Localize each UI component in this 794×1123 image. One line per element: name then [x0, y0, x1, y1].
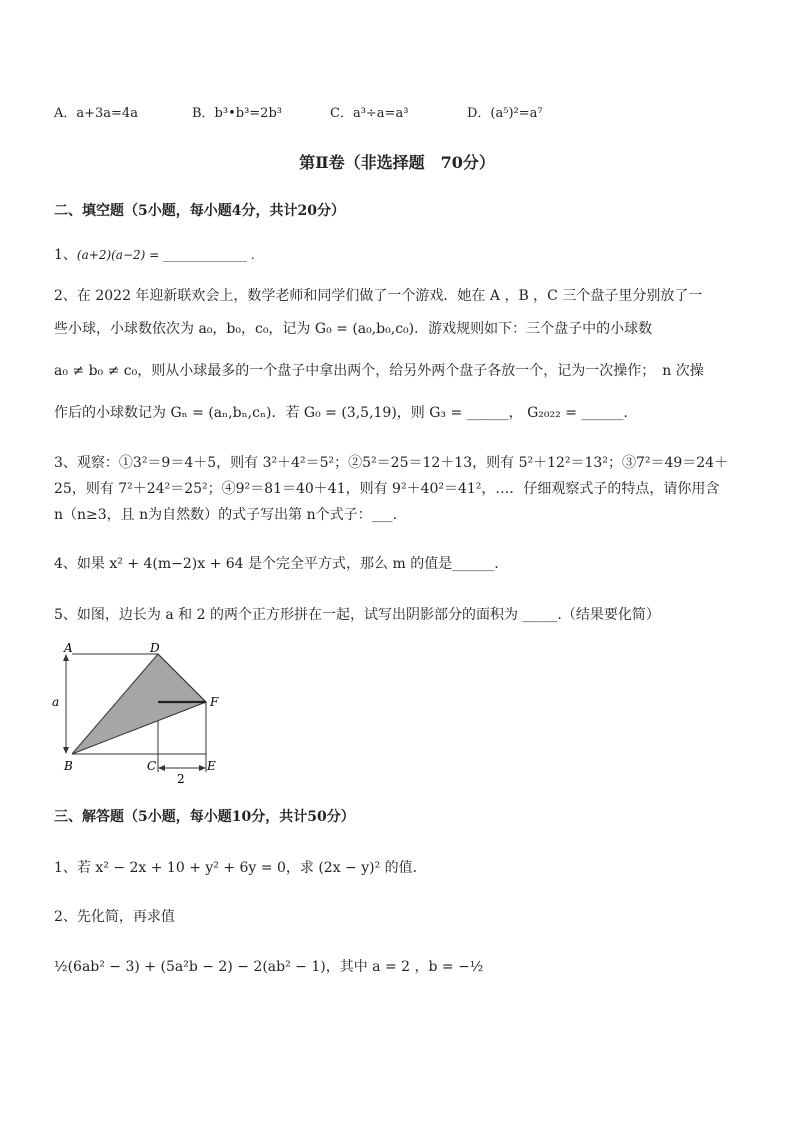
label-b-vertex: B: [64, 759, 73, 773]
question-2-5: 5、如图，边长为 a 和 2 的两个正方形拼在一起，试写出阴影部分的面积为 _____.（结果要化简）: [54, 607, 660, 623]
section2-heading: 二、填空题（5小题，每小题4分，共计20分）: [54, 203, 345, 219]
label-f-vertex: F: [210, 695, 219, 709]
label-a-vertex: A: [64, 641, 73, 655]
arrowhead-up: [63, 654, 69, 661]
label-side-a: a: [52, 695, 60, 709]
question-2-2-line4: 作后的小球数记为 Gₙ = (aₙ,bₙ,cₙ)．若 G₀ = (3,5,19)，则 G₃ = ______， G₂₀₂₂ = ______.: [54, 405, 628, 421]
question-2-2-line3: a₀ ≠ b₀ ≠ c₀，则从小球最多的一个盘子中拿出两个，给另外两个盘子各放一个，记为一次操作； n 次操: [54, 363, 704, 379]
question-3-2-expr: ½(6ab² − 3) + (5a²b − 2) − 2(ab² − 1)，其中 a = 2 ，b = −½: [54, 959, 484, 975]
arrowhead-down: [63, 747, 69, 754]
shaded-triangle: [72, 654, 206, 754]
choice-b: B．b³•b³=2b³: [192, 106, 282, 121]
label-e-vertex: E: [207, 759, 216, 773]
question-2-3-line3: n（n≥3，且 n为自然数）的式子写出第 n个式子：___.: [54, 507, 398, 523]
question-3-2-intro: 2、先化简，再求值: [54, 909, 175, 925]
question-expr: (a+2)(a−2) = ______________ .: [76, 248, 255, 262]
label-c-vertex: C: [147, 759, 157, 773]
question-2-2-line2: 些小球，小球数依次为 a₀，b₀，c₀，记为 G₀ = (a₀,b₀,c₀)．游戏规则如下：三个盘子中的小球数: [54, 321, 653, 337]
choice-a: A．a+3a=4a: [54, 106, 138, 121]
question-number: 1、: [54, 247, 77, 263]
question-2-2-line1: 2、在 2022 年迎新联欢会上，数学老师和同学们做了一个游戏．她在 A ，B ，C 三个盘子里分别放了一: [54, 288, 703, 304]
label-side-2: 2: [177, 772, 185, 786]
arrowhead-right: [199, 765, 206, 771]
arrowhead-left: [158, 765, 165, 771]
choice-d: D．(a⁵)²=a⁷: [467, 106, 543, 121]
question-2-3-line1: 3、观察：①3²＝9＝4＋5，则有 3²＋4²＝5²；②5²＝25＝12＋13，则有 5²＋12²＝13²；③7²＝49＝24＋: [54, 455, 729, 471]
question-2-4: 4、如果 x² + 4(m−2)x + 64 是个完全平方式，那么 m 的值是______.: [54, 556, 499, 572]
part2-title: 第Ⅱ卷（非选择题 70分）: [299, 153, 495, 172]
label-d-vertex: D: [150, 641, 160, 655]
question-2-3-line2: 25，则有 7²＋24²＝25²；④9²＝81＝40＋41，则有 9²＋40²＝41²，…．仔细观察式子的特点，请你用含: [54, 481, 720, 497]
question-3-1: 1、若 x² − 2x + 10 + y² + 6y = 0，求 (2x − y)² 的值．: [54, 860, 427, 876]
choice-c: C．a³÷a=a³: [330, 106, 409, 121]
section3-heading: 三、解答题（5小题，每小题10分，共计50分）: [54, 809, 355, 825]
